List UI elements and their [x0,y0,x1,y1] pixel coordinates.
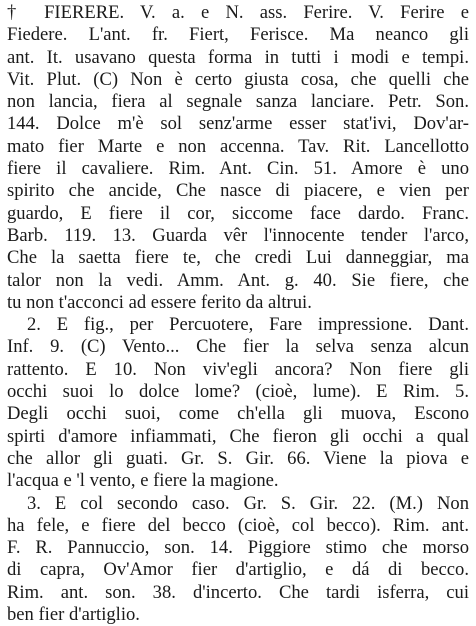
entry-line: che allor gli guati. Gr. S. Gir. 66. Viene la piova e [7,447,469,469]
entry-line: talor non la vedi. Amm. Ant. g. 40. Sie fiere, che [7,269,469,291]
entry-line: guardo, E fiere il cor, siccome face dardo. Franc. [7,202,469,224]
entry-line: mato fier Marte e non accenna. Tav. Rit. Lancellotto [7,135,469,157]
entry-line: F. R. Pannuccio, son. 14. Piggiore stimo che morso [7,537,469,559]
entry-line: † FIERERE. V. a. e N. ass. Ferire. V. Ferire e [7,2,469,23]
sense-3-start: 3. E col secondo caso. Gr. S. Gir. 22. (M.) Non [27,492,469,514]
entry-line: ant. It. usavano questa forma in tutti i modi e tempi. [7,46,469,68]
dictionary-entry [7,2,469,626]
entry-line: Fiedere. L'ant. fr. Fiert, Ferisce. Ma neanco gli [7,24,469,46]
entry-line: spirti d'amore infiammati, Che fieron gli occhi a qual [7,425,469,447]
entry-line: Degli occhi suoi, come ch'ella gli muova, Escono [7,403,469,425]
entry-line: Che la saetta fiere te, che credi Lui danneggiar, ma [7,247,469,269]
entry-line: fiere il cavaliere. Rim. Ant. Cin. 51. Amore è uno [7,158,469,180]
entry-line: di capra, Ov'Amor fier d'artiglio, e dá di becco. [7,559,469,581]
entry-line: non lancia, fiera al segnale sanza lanciare. Petr. Son. [7,91,469,113]
entry-line: l'acqua e 'l vento, e fiere la magione. [7,470,279,492]
sense-2-start: 2. E fig., per Percuotere, Fare impressione. Dant. [27,314,469,336]
entry-line: ben fier d'artiglio. [7,604,140,626]
entry-line: Rim. ant. son. 38. d'incerto. Che tardi isferra, cui [7,581,469,603]
entry-line: ha fele, e fiere del becco (cioè, col becco). Rim. ant. [7,514,469,536]
entry-line: 144. Dolce m'è sol senz'arme esser stat'ivi, Dov'ar- [7,113,469,135]
entry-line: Vit. Plut. (C) Non è certo giusta cosa, che quelli che [7,68,469,90]
entry-line: Inf. 9. (C) Vento... Che fier la selva senza alcun [7,336,469,358]
entry-line: spirito che ancide, Che nasce di piacere, e vien per [7,180,469,202]
entry-line: rattento. E 10. Non viv'egli ancora? Non fiere gli [7,358,469,380]
entry-line: Barb. 119. 13. Guarda vêr l'innocente tender l'arco, [7,224,469,246]
entry-line: occhi suoi lo dolce lome? (cioè, lume). E Rim. 5. [7,381,469,403]
entry-line: tu non t'acconci ad essere ferito da altrui. [7,291,312,313]
